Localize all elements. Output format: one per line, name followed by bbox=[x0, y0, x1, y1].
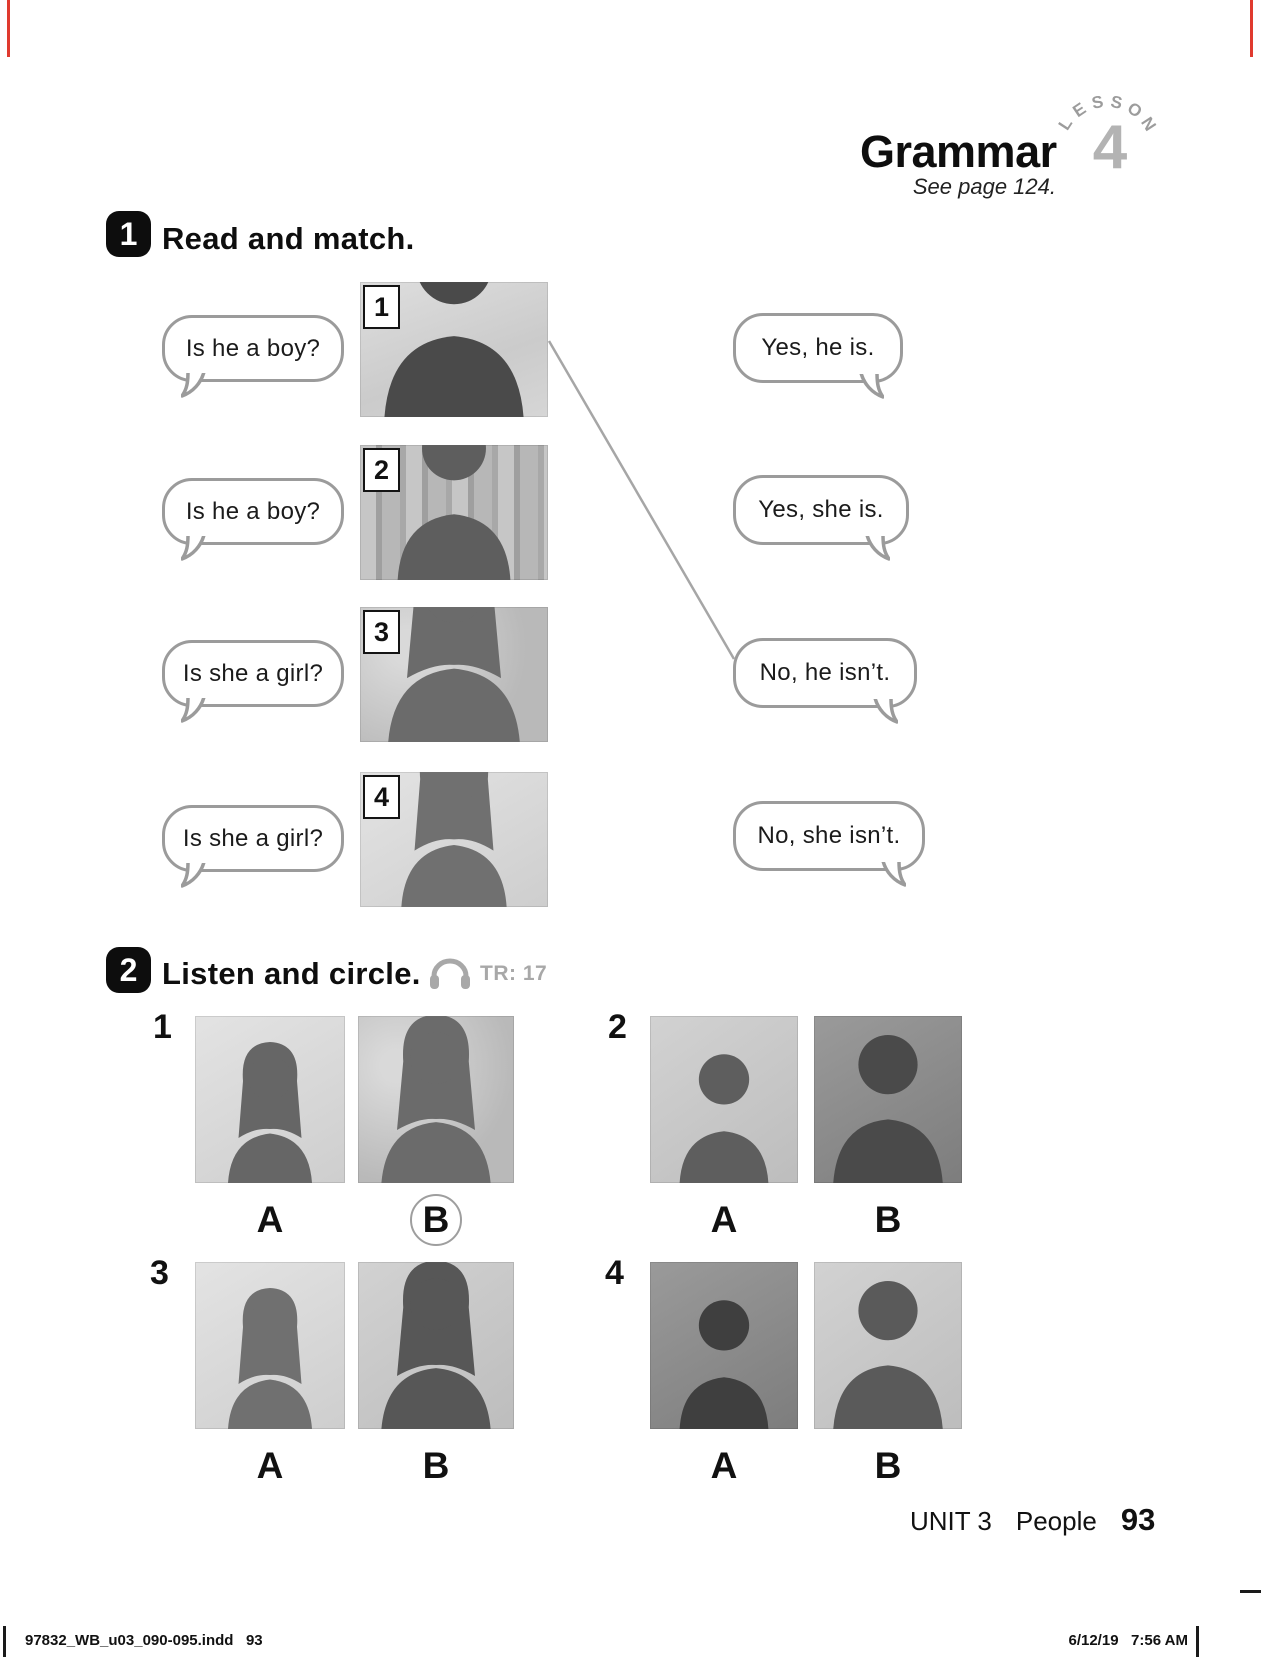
group2-option-b[interactable]: B bbox=[874, 1199, 902, 1240]
print-slug-filename: 97832_WB_u03_090-095.indd 93 bbox=[25, 1632, 263, 1649]
page-footer bbox=[910, 1502, 1155, 1538]
lesson-arc-letter: S bbox=[1109, 92, 1124, 113]
activity2-number-badge: 2 bbox=[106, 947, 151, 993]
crop-mark-bottom-left bbox=[3, 1626, 6, 1657]
bubble-tail bbox=[181, 863, 211, 889]
group2-photo-a[interactable] bbox=[650, 1016, 798, 1183]
answer-text: No, he isn’t. bbox=[759, 659, 891, 686]
question-text: Is he a boy? bbox=[185, 334, 321, 362]
person-silhouette-icon bbox=[650, 1262, 798, 1429]
answer-text: No, she isn’t. bbox=[757, 822, 901, 849]
answer-text: Yes, he is. bbox=[761, 334, 875, 361]
group1-photo-a[interactable] bbox=[195, 1016, 345, 1183]
photo-number-tag bbox=[363, 775, 400, 819]
page-number: 93 bbox=[1120, 1502, 1156, 1537]
group4-option-a[interactable]: A bbox=[710, 1445, 738, 1486]
photo-number-tag bbox=[363, 610, 400, 654]
answer-bubble-3[interactable] bbox=[733, 638, 917, 708]
bubble-tail bbox=[181, 373, 211, 399]
activity1-number-badge: 1 bbox=[106, 211, 151, 257]
activity1-photo-4[interactable] bbox=[360, 772, 548, 907]
question-text: Is she a girl? bbox=[182, 659, 324, 687]
lesson-arc-letter: N bbox=[1137, 113, 1160, 135]
group3-photo-a[interactable] bbox=[195, 1262, 345, 1429]
group4-photo-b[interactable] bbox=[814, 1262, 962, 1429]
activity1-title: Read and match. bbox=[162, 221, 415, 256]
person-silhouette-icon bbox=[814, 1016, 962, 1183]
answer-text: Yes, she is. bbox=[758, 496, 884, 523]
bubble-tail bbox=[181, 536, 211, 562]
question-bubble-3[interactable] bbox=[162, 640, 344, 707]
group4-number: 4 bbox=[605, 1254, 624, 1292]
person-silhouette-icon bbox=[195, 1016, 345, 1183]
person-silhouette-icon bbox=[358, 1016, 514, 1183]
crop-mark-right-horizontal bbox=[1240, 1590, 1261, 1593]
unit-topic: People bbox=[1015, 1506, 1097, 1536]
lesson-number: 4 bbox=[1092, 113, 1128, 182]
print-slug-datetime: 6/12/19 7:56 AM bbox=[1068, 1632, 1188, 1649]
photo-number: 1 bbox=[373, 291, 390, 322]
person-silhouette-icon bbox=[814, 1262, 962, 1429]
person-silhouette-icon bbox=[650, 1016, 798, 1183]
group3-photo-b[interactable] bbox=[358, 1262, 514, 1429]
group2-option-a[interactable]: A bbox=[710, 1199, 738, 1240]
question-bubble-2[interactable] bbox=[162, 478, 344, 545]
unit-label: UNIT 3 bbox=[910, 1506, 992, 1536]
page-title: Grammar bbox=[860, 126, 1057, 177]
activity1-photo-2[interactable] bbox=[360, 445, 548, 580]
group1-option-b[interactable]: B bbox=[404, 1197, 468, 1243]
crop-mark-top-right bbox=[1250, 0, 1253, 57]
group3-option-b[interactable]: B bbox=[422, 1445, 450, 1486]
photo-number-tag bbox=[363, 285, 400, 329]
bubble-tail bbox=[860, 536, 890, 562]
lesson-arc-letter: O bbox=[1123, 98, 1146, 122]
question-bubble-4[interactable] bbox=[162, 805, 344, 872]
photo-number: 3 bbox=[373, 616, 390, 647]
group1-option-a[interactable]: A bbox=[256, 1199, 284, 1240]
answer-bubble-2[interactable] bbox=[733, 475, 909, 545]
lesson-arc-letter: L bbox=[1054, 114, 1077, 134]
group3-number: 3 bbox=[150, 1254, 169, 1292]
bubble-tail bbox=[181, 698, 211, 724]
person-silhouette-icon bbox=[358, 1262, 514, 1429]
lesson-arc-letter: E bbox=[1069, 98, 1090, 122]
bubble-tail bbox=[876, 862, 906, 888]
group3-option-a[interactable]: A bbox=[256, 1445, 284, 1486]
group1-photo-b[interactable] bbox=[358, 1016, 514, 1183]
activity1-photo-1[interactable] bbox=[360, 282, 548, 417]
question-text: Is she a girl? bbox=[182, 824, 324, 852]
see-page-note: See page 124. bbox=[912, 174, 1056, 199]
bubble-tail bbox=[854, 374, 884, 400]
group2-photo-b[interactable] bbox=[814, 1016, 962, 1183]
crop-mark-top-left bbox=[7, 0, 10, 57]
activity1-photo-3[interactable] bbox=[360, 607, 548, 742]
crop-mark-bottom-right bbox=[1196, 1626, 1199, 1657]
group4-option-b[interactable]: B bbox=[874, 1445, 902, 1486]
question-text: Is he a boy? bbox=[185, 497, 321, 525]
answer-bubble-1[interactable] bbox=[733, 313, 903, 383]
photo-number: 2 bbox=[373, 454, 390, 485]
question-bubble-1[interactable] bbox=[162, 315, 344, 382]
group2-number: 2 bbox=[608, 1008, 627, 1046]
lesson-arc-letter: S bbox=[1090, 92, 1105, 113]
answer-bubble-4[interactable] bbox=[733, 801, 925, 871]
activity2-title: Listen and circle. bbox=[162, 956, 421, 991]
track-label: TR: 17 bbox=[480, 962, 548, 985]
photo-number: 4 bbox=[373, 781, 390, 812]
headphones-icon bbox=[428, 956, 472, 990]
bubble-tail bbox=[868, 699, 898, 725]
group4-photo-a[interactable] bbox=[650, 1262, 798, 1429]
person-silhouette-icon bbox=[195, 1262, 345, 1429]
photo-number-tag bbox=[363, 448, 400, 492]
group1-number: 1 bbox=[153, 1008, 172, 1046]
